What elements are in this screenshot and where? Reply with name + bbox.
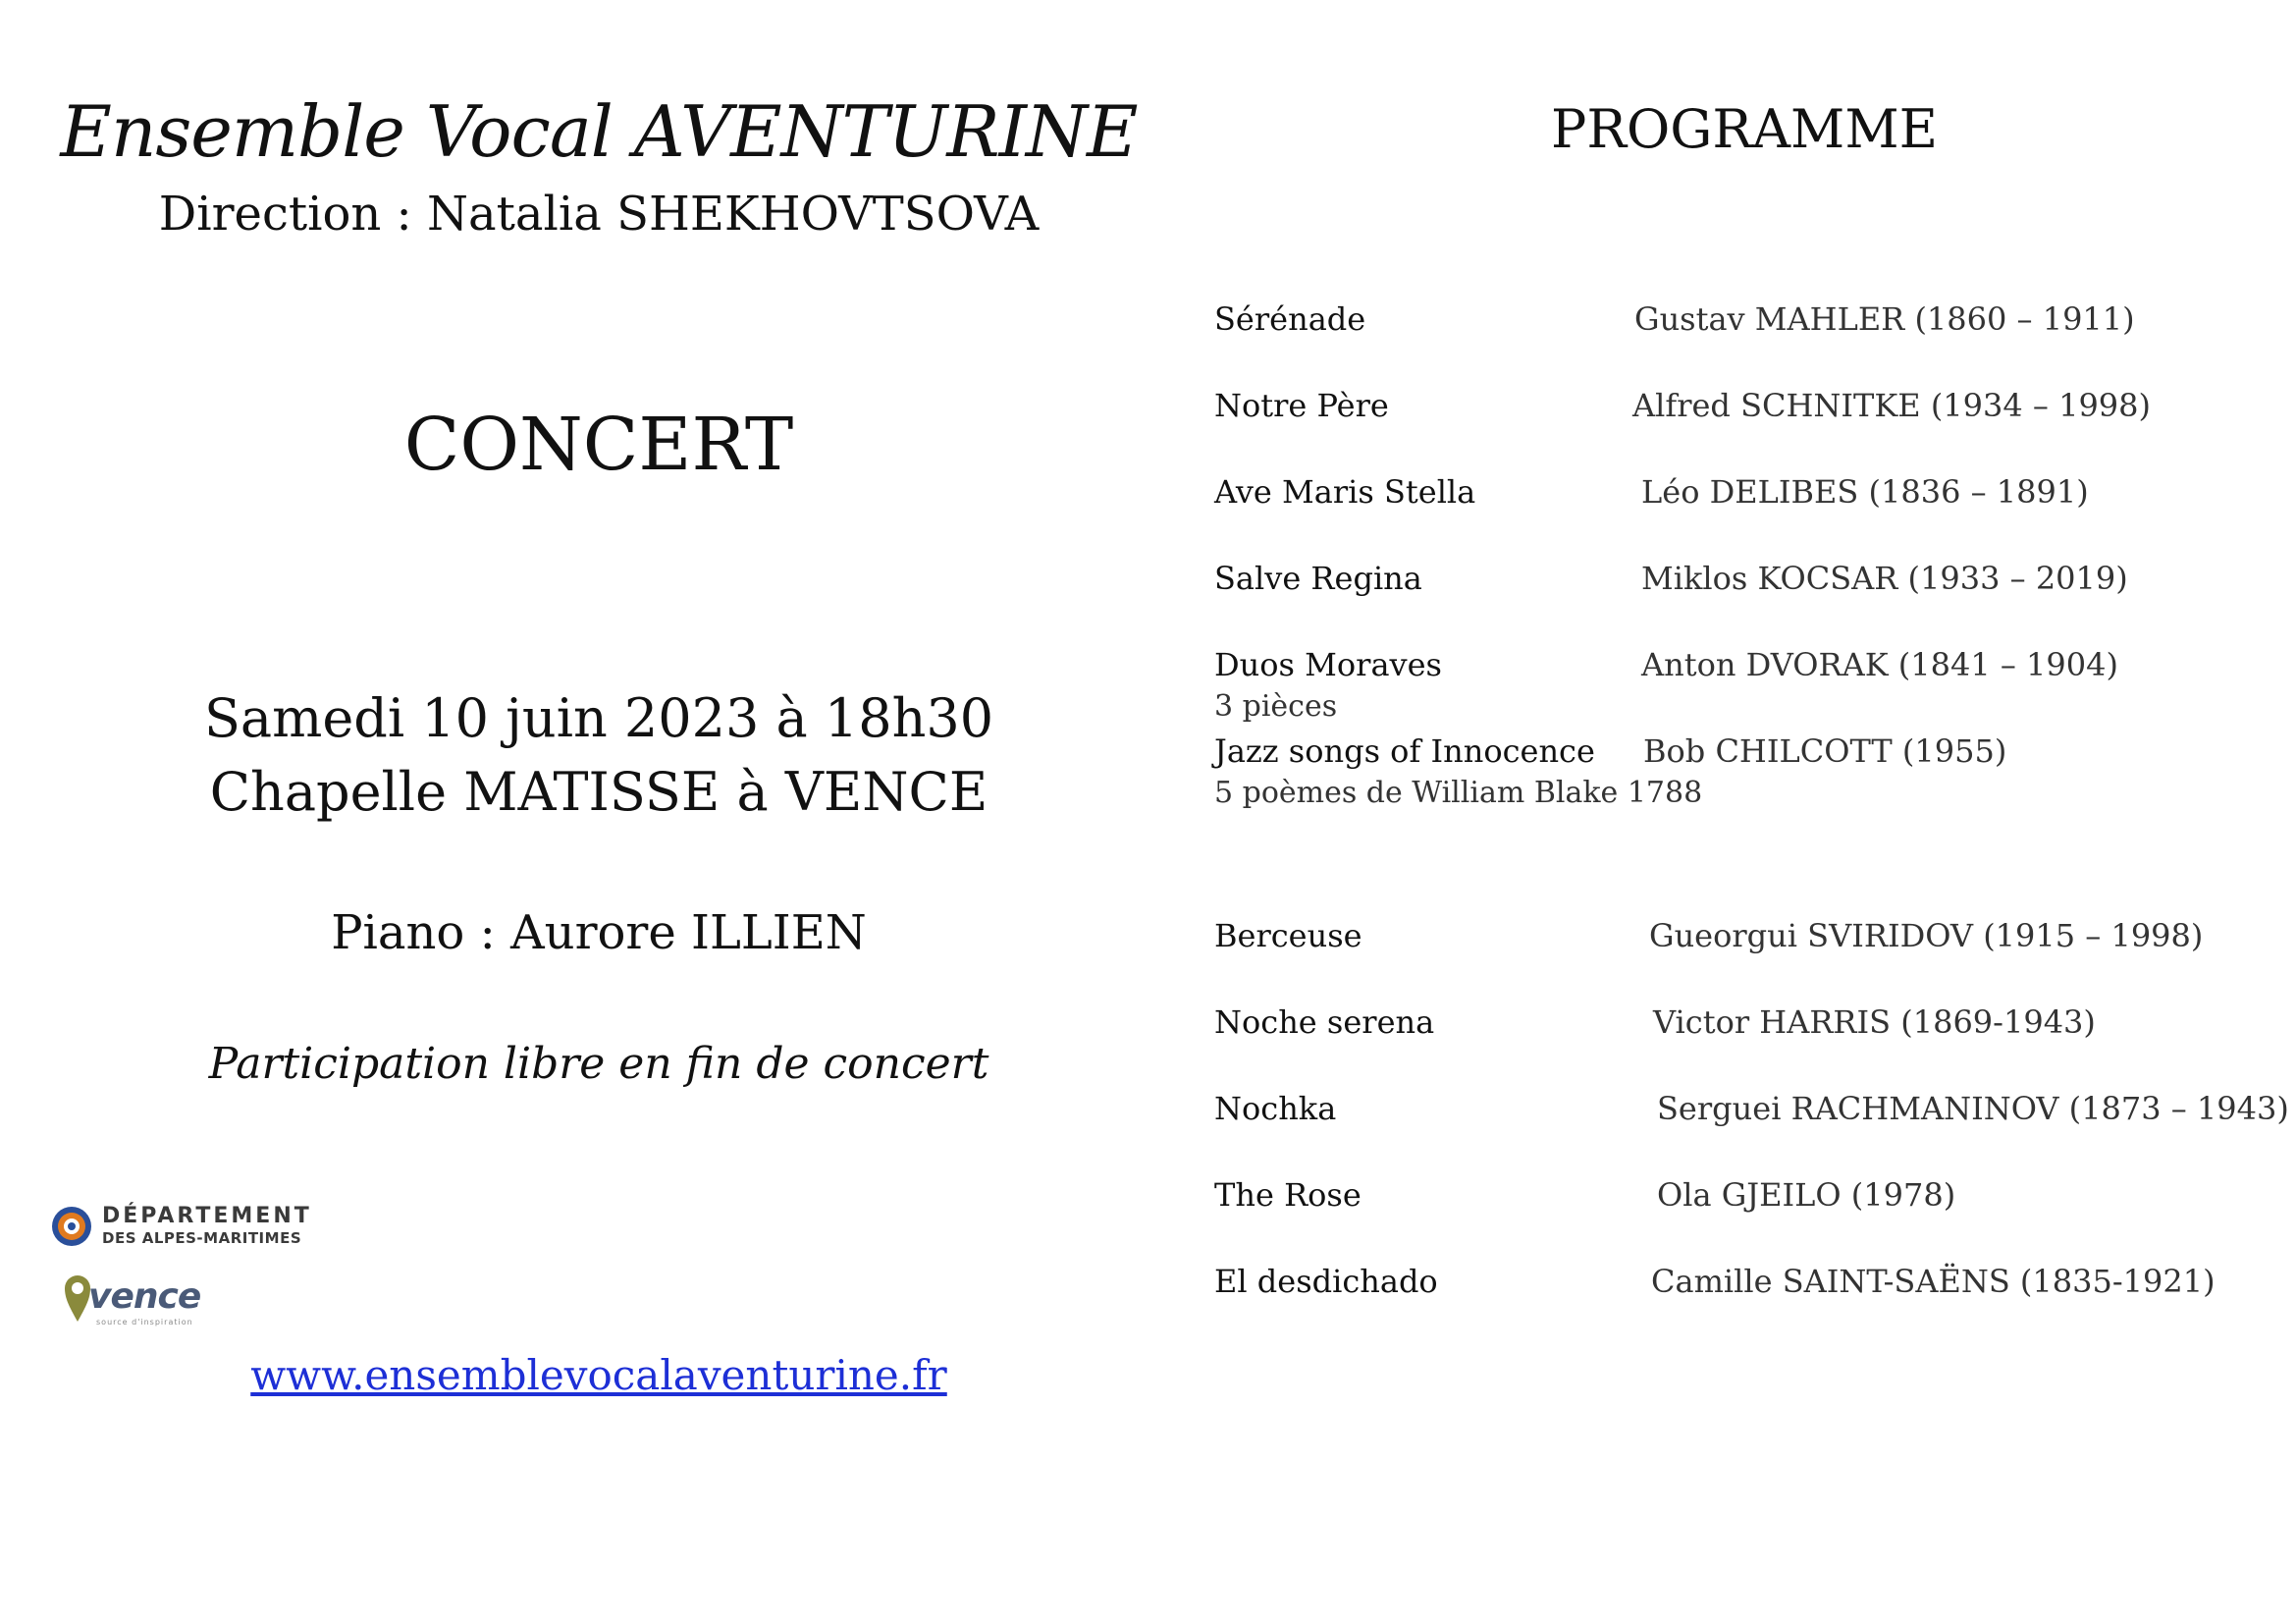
piece-title: Noche serena [1214, 1003, 1435, 1041]
piece-composer: Serguei RACHMANINOV (1873 – 1943) [1657, 1090, 2289, 1127]
concert-date: Samedi 10 juin 2023 à 18h30 [203, 687, 994, 749]
piece-title: Notre Père [1214, 387, 1389, 424]
piece-subtitle: 3 pièces [1214, 689, 1338, 724]
website-container [0, 1351, 1198, 1399]
piece-composer: Camille SAINT-SAËNS (1835-1921) [1651, 1263, 2216, 1300]
departement-subname: DES ALPES-MARITIMES [102, 1229, 302, 1247]
piece-title: Ave Maris Stella [1214, 473, 1476, 511]
piece-title: Nochka [1214, 1090, 1337, 1127]
piece-title: Duos Moraves [1214, 646, 1442, 683]
piece-title: El desdichado [1214, 1263, 1438, 1300]
piece-composer: Gueorgui SVIRIDOV (1915 – 1998) [1649, 917, 2204, 954]
piece-title: Jazz songs of Innocence [1214, 732, 1595, 770]
vence-wordmark: vence [88, 1276, 201, 1317]
departement-emblem-icon [51, 1206, 92, 1247]
direction-line: Direction : Natalia SHEKHOVTSOVA [158, 187, 1040, 242]
departement-name: DÉPARTEMENT [102, 1204, 312, 1228]
piece-composer: Victor HARRIS (1869-1943) [1653, 1003, 2096, 1041]
piece-composer: Bob CHILCOTT (1955) [1643, 732, 2007, 770]
piece-title: Salve Regina [1214, 560, 1422, 597]
piece-title: Berceuse [1214, 917, 1362, 954]
concert-venue: Chapelle MATISSE à VENCE [209, 761, 988, 823]
piece-title: Sérénade [1214, 300, 1366, 338]
piece-composer: Miklos KOCSAR (1933 – 2019) [1641, 560, 2128, 597]
concert-heading: CONCERT [403, 403, 794, 487]
departement-logo [51, 1204, 312, 1251]
piano-credit: Piano : Aurore ILLIEN [331, 905, 867, 960]
vence-logo [63, 1272, 220, 1331]
piece-composer: Anton DVORAK (1841 – 1904) [1641, 646, 2118, 683]
ensemble-title: Ensemble Vocal AVENTURINE [60, 90, 1138, 173]
piece-composer: Alfred SCHNITKE (1934 – 1998) [1632, 387, 2151, 424]
piece-subtitle: 5 poèmes de William Blake 1788 [1214, 776, 1703, 810]
piece-composer: Léo DELIBES (1836 – 1891) [1641, 473, 2089, 511]
website-link[interactable]: www.ensemblevocalaventurine.fr [250, 1351, 947, 1399]
programme-heading: PROGRAMME [1551, 98, 1939, 160]
piece-title: The Rose [1214, 1176, 1362, 1214]
participation-note: Participation libre en fin de concert [208, 1039, 989, 1089]
piece-composer: Gustav MAHLER (1860 – 1911) [1634, 300, 2135, 338]
vence-tagline: source d'inspiration [96, 1318, 193, 1326]
piece-composer: Ola GJEILO (1978) [1657, 1176, 1956, 1214]
